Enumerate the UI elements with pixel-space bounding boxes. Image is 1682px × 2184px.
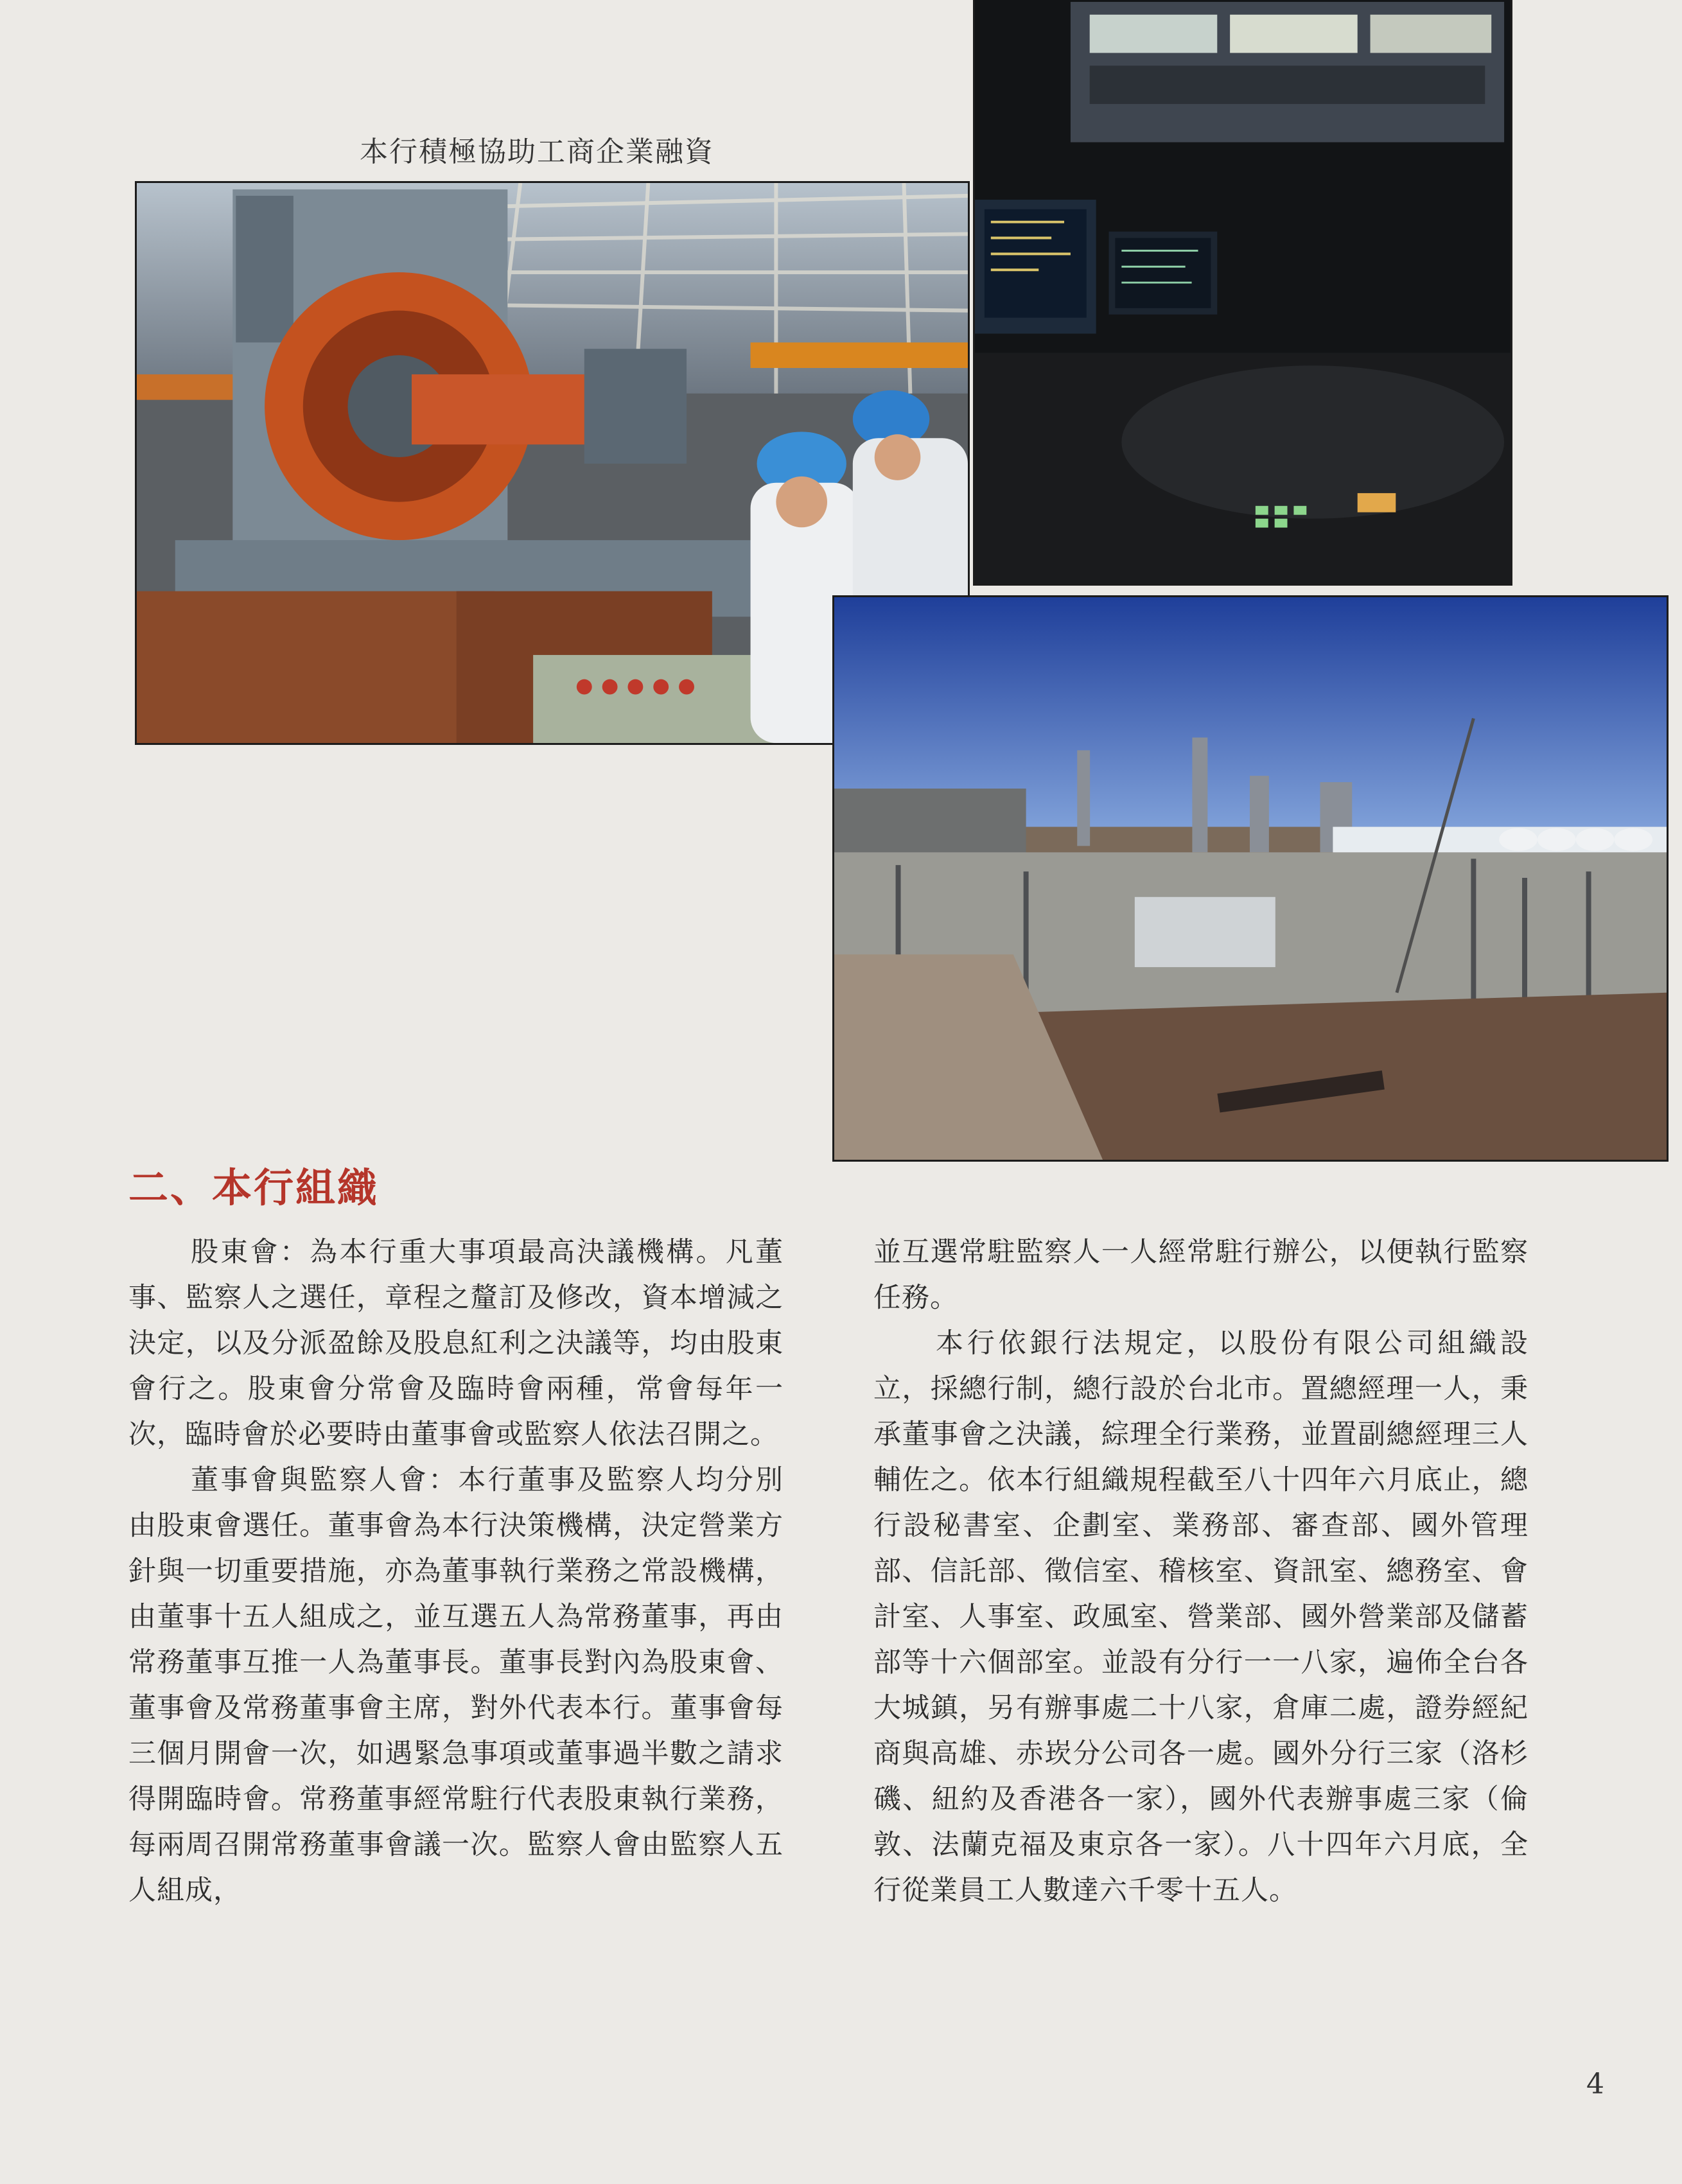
page-number: 4: [1586, 2068, 1604, 2101]
industrial-plant-photo: [832, 595, 1669, 1162]
paragraph-supervisor-continued: 並互選常駐監察人一人經常駐行辦公，以便執行監察任務。: [873, 1236, 1529, 1314]
paragraph-board-and-supervisors: 董事會與監察人會：本行董事及監察人均分別由股東會選任。董事會為本行決策機構，決定營業方針與一切重要措施，亦為董事執行業務之常設機構，由董事十五人組成之，並互選五人為常務董事，再由常務董事互推一人為董事長。董事長對內為股東會、董事會及常務董事會主席，對外代表本行。董事會每三個月開會一次，如遇緊急事項或董事過半數之請求得開臨時會。常務董事經常駐行代表股東執行業務，每兩周召開常務董事會議一次。監察人會由監察人五人組成，: [128, 1464, 784, 1907]
paragraph-shareholders-meeting: 股東會：為本行重大事項最高決議機構。凡董事、監察人之選任，章程之釐訂及修改，資本增減之決定，以及分派盈餘及股息紅利之決議等，均由股東會行之。股東會分常會及臨時會兩種，常會每年一次，臨時會於必要時由董事會或監察人依法召開之。: [128, 1236, 784, 1451]
control-room-photo: [973, 0, 1512, 586]
text-column-right: [873, 1230, 1529, 1914]
paragraph-organization-structure: 本行依銀行法規定，以股份有限公司組織設立，採總行制，總行設於台北市。置總經理一人，秉承董事會之決議，綜理全行業務，並置副總經理三人輔佐之。依本行組織規程截至八十四年六月底止，總行設秘書室、企劃室、業務部、審查部、國外管理部、信託部、徵信室、稽核室、資訊室、總務室、會計室、人事室、政風室、營業部、國外營業部及儲蓄部等十六個部室。並設有分行一一八家，遍佈全台各大城鎮，另有辦事處二十八家，倉庫二處，證券經紀商與高雄、赤崁分公司各一處。國外分行三家（洛杉磯、紐約及香港各一家），國外代表辦事處三家（倫敦、法蘭克福及東京各一家）。八十四年六月底，全行從業員工人數達六千零十五人。: [873, 1327, 1529, 1907]
section-heading: 二、本行組織: [128, 1164, 380, 1211]
text-column-left: [128, 1230, 784, 1914]
photo-caption: 本行積極協助工商企業融資: [360, 135, 714, 168]
